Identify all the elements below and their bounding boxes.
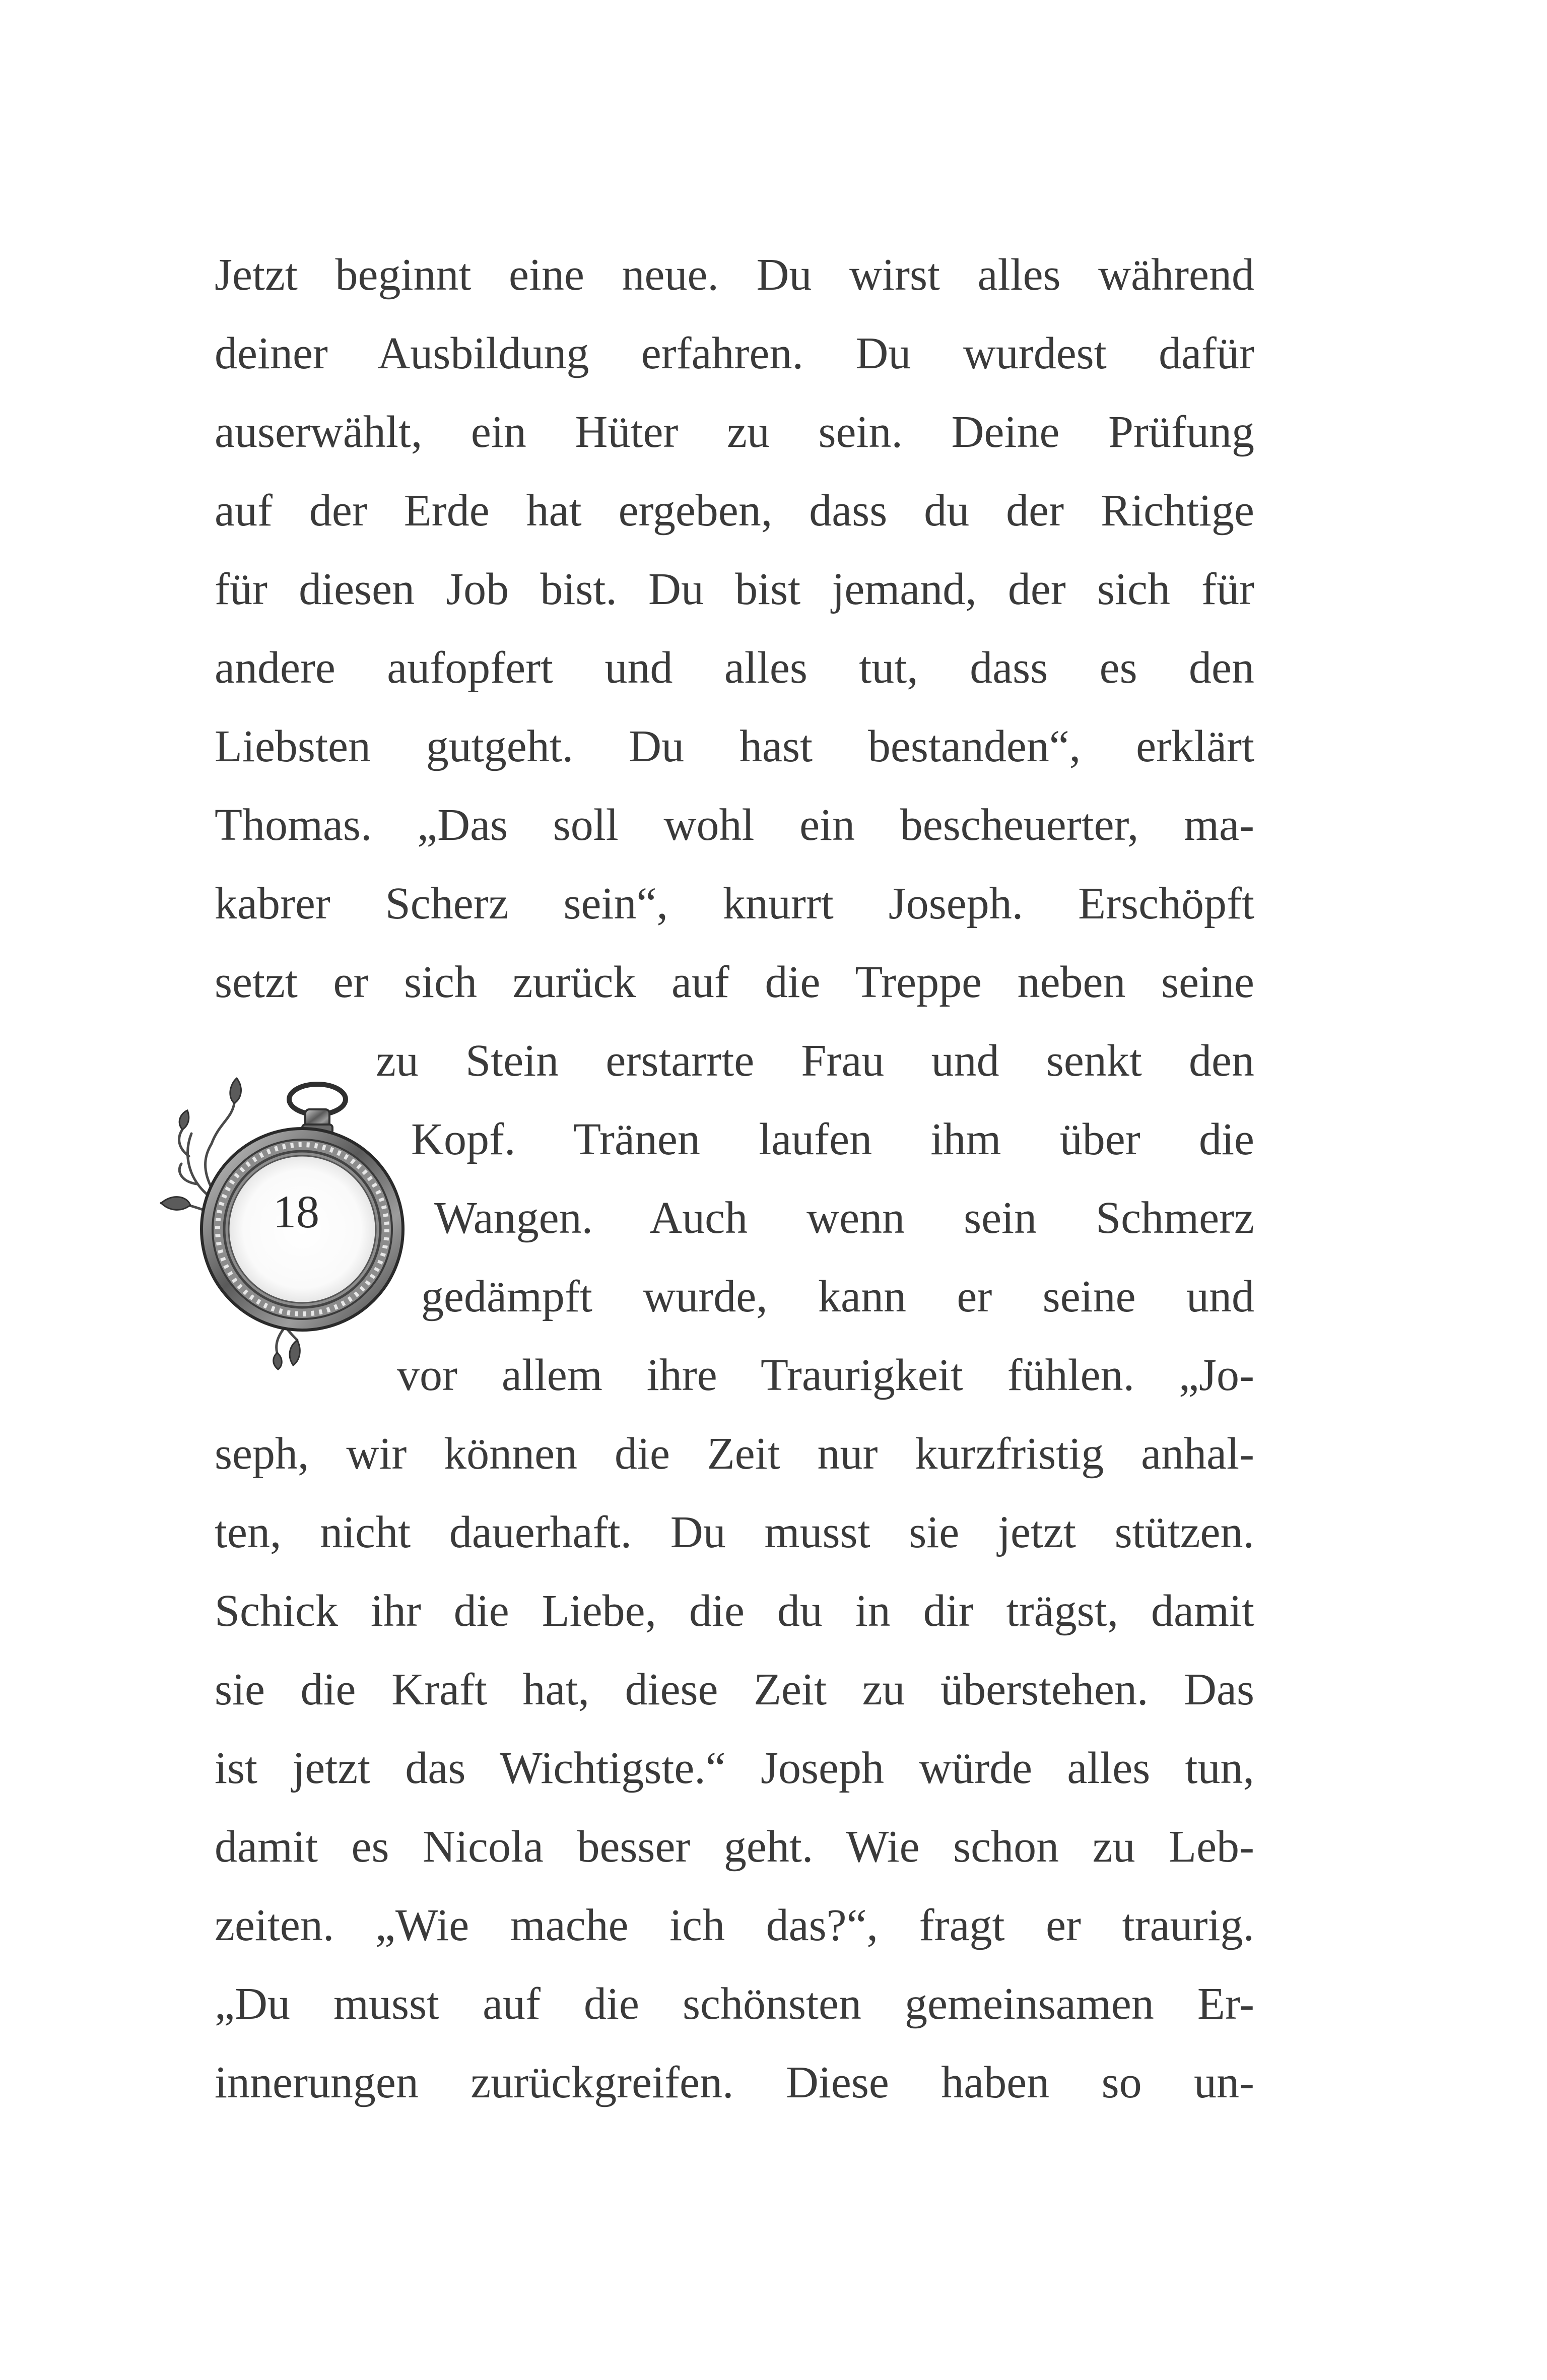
text-line [0, 786, 1547, 865]
text-line [0, 943, 1547, 1022]
text-line-content: ist jetzt das Wichtigste.“ Joseph würde alles tun, [215, 1743, 1254, 1793]
text-line [0, 1572, 1547, 1650]
text-line-content: vor allem ihre Traurigkeit fühlen. „Jo- [397, 1350, 1254, 1400]
text-line [0, 2043, 1547, 2122]
text-line [0, 1729, 1547, 1808]
text-line [0, 865, 1547, 943]
text-line-content: gedämpft wurde, kann er seine und [421, 1272, 1254, 1321]
text-line [0, 236, 1547, 314]
text-line-content: seph, wir können die Zeit nur kurzfristig anhal- [215, 1429, 1254, 1479]
text-line-content: Wangen. Auch wenn sein Schmerz [434, 1193, 1254, 1243]
text-line-content: Liebsten gutgeht. Du hast bestanden“, erklärt [215, 721, 1254, 771]
text-line [0, 472, 1547, 550]
text-line-content: Jetzt beginnt eine neue. Du wirst alles während [215, 250, 1254, 300]
text-line-content: Kopf. Tränen laufen ihm über die [411, 1114, 1254, 1164]
text-line-content: damit es Nicola besser geht. Wie schon zu Leb- [215, 1822, 1254, 1872]
text-line-content: setzt er sich zurück auf die Treppe neben seine [215, 957, 1254, 1007]
text-line-content: zeiten. „Wie mache ich das?“, fragt er traurig. [215, 1900, 1254, 1950]
text-line-content: Thomas. „Das soll wohl ein bescheuerter, ma- [215, 800, 1254, 850]
text-line [0, 1886, 1547, 1965]
text-line-content: kabrer Scherz sein“, knurrt Joseph. Erschöpft [215, 879, 1254, 929]
text-line-content: sie die Kraft hat, diese Zeit zu überstehen. Das [215, 1665, 1254, 1714]
text-line-content: deiner Ausbildung erfahren. Du wurdest dafür [215, 328, 1254, 378]
text-line-content: andere aufopfert und alles tut, dass es den [215, 643, 1254, 693]
text-line [0, 1493, 1547, 1572]
text-line [0, 1415, 1547, 1493]
text-line [0, 393, 1547, 472]
text-line [0, 1965, 1547, 2043]
text-line [0, 629, 1547, 707]
text-line [0, 550, 1547, 629]
text-line-content: für diesen Job bist. Du bist jemand, der sich für [215, 564, 1254, 614]
text-line-content: auserwählt, ein Hüter zu sein. Deine Prüfung [215, 407, 1254, 457]
text-line-content: ten, nicht dauerhaft. Du musst sie jetzt stützen. [215, 1507, 1254, 1557]
text-line-content: Schick ihr die Liebe, die du in dir trägst, damit [215, 1586, 1254, 1636]
text-line [0, 707, 1547, 786]
text-line [0, 1808, 1547, 1886]
text-line-content: innerungen zurückgreifen. Diese haben so un- [215, 2058, 1254, 2107]
page-number: 18 [273, 1186, 319, 1237]
text-line [0, 314, 1547, 393]
text-line-content: zu Stein erstarrte Frau und senkt den [376, 1036, 1254, 1086]
text-line-content: auf der Erde hat ergeben, dass du der Richtige [215, 486, 1254, 536]
text-line-content: „Du musst auf die schönsten gemeinsamen Er- [215, 1979, 1254, 2029]
text-line [0, 1650, 1547, 1729]
